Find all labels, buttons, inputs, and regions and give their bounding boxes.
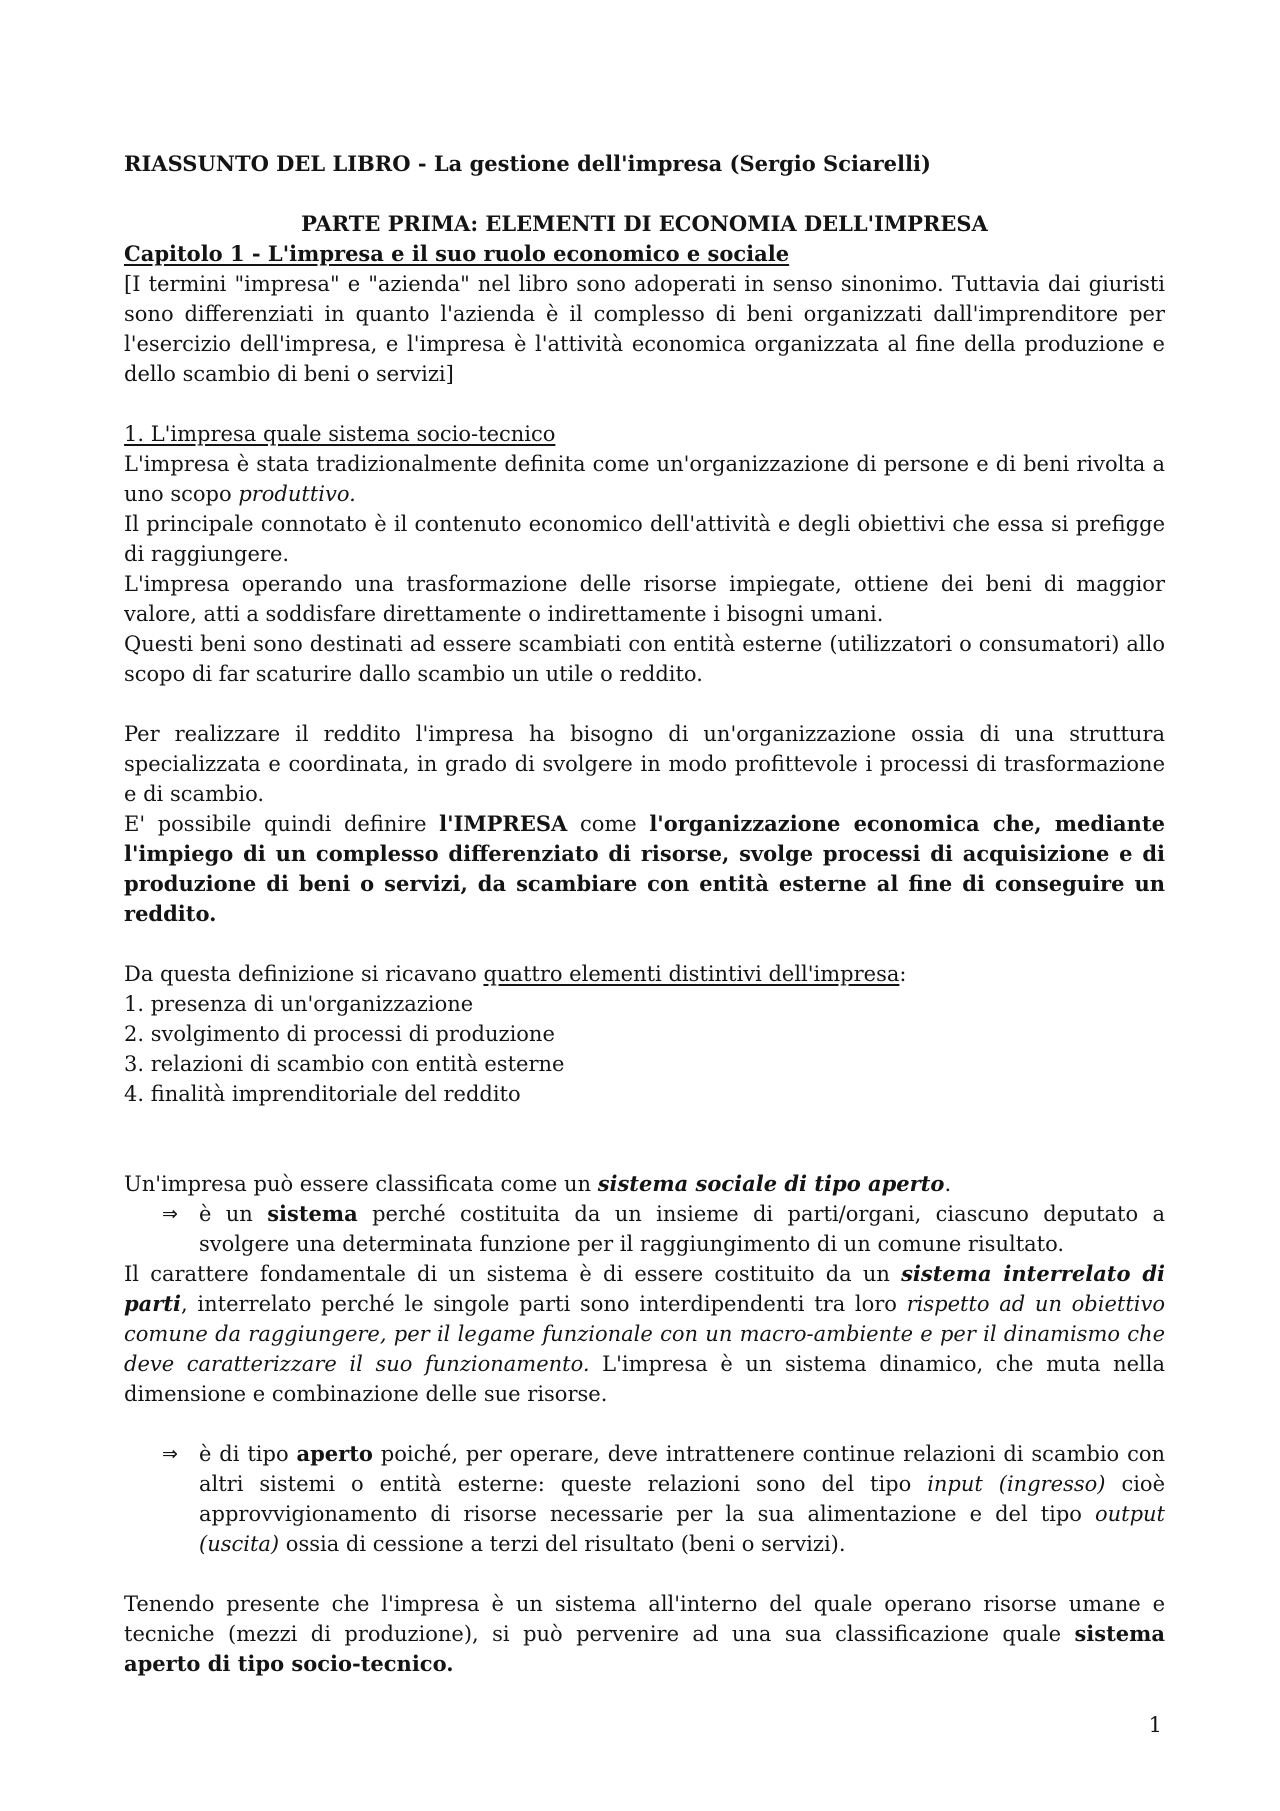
bullet-aperto: ⇒ è di tipo aperto poiché, per operare, deve intrattenere continue relazioni di scambio con altri sistemi o entità esterne: queste relazioni sono del tipo input (ingresso) cioè approvvigionamento di risorse necessarie per la sua alimentazione e del tipo output (uscita) ossia di cessione a terzi del risultato (beni o servizi). xyxy=(124,1439,1165,1559)
list-item: 4. finalità imprenditoriale del reddito xyxy=(124,1082,521,1106)
paragraph-organization: Per realizzare il reddito l'impresa ha bisogno di un'organizzazione ossia di una struttura specializzata e coordinata, in grado di svolgere in modo profittevole i processi di trasformazione e di scambio. xyxy=(124,722,1165,806)
paragraph-connotation: Il principale connotato è il contenuto economico dell'attività e degli obiettivi che essa si prefigge di raggiungere. xyxy=(124,512,1165,566)
list-item: 2. svolgimento di processi di produzione xyxy=(124,1022,555,1046)
page-number: 1 xyxy=(1148,1713,1162,1737)
list-item: 1. presenza di un'organizzazione xyxy=(124,992,474,1016)
document-body xyxy=(124,149,1165,1679)
intro-note: [I termini "impresa" e "azienda" nel libro sono adoperati in senso sinonimo. Tuttavia dai giuristi sono differenziati in quanto l'azienda è il complesso di beni organizzati dall'imprenditore per l'esercizio dell'impresa, e l'impresa è l'attività economica organizzata al fine della produzione e dello scambio di beni o servizi] xyxy=(124,272,1165,386)
paragraph-impresa-definition: E' possibile quindi definire l'IMPRESA come l'organizzazione economica che, mediante l'impiego di un complesso differenziato di risorse, svolge processi di acquisizione e di produzione di beni o servizi, da scambiare con entità esterne al fine di conseguire un reddito. xyxy=(124,811,1165,926)
part-heading: PARTE PRIMA: ELEMENTI DI ECONOMIA DELL'IMPRESA xyxy=(301,211,988,236)
paragraph-transformation: L'impresa operando una trasformazione delle risorse impiegate, ottiene dei beni di maggior valore, atti a soddisfare direttamente o indirettamente i bisogni umani. xyxy=(124,572,1165,626)
document-title: RIASSUNTO DEL LIBRO - La gestione dell'impresa (Sergio Sciarelli) xyxy=(124,151,931,176)
list-item: 3. relazioni di scambio con entità esterne xyxy=(124,1052,565,1076)
bullet-sistema: ⇒ è un sistema perché costituita da un insieme di parti/organi, ciascuno deputato a svolgere una determinata funzione per il raggiungimento di un comune risultato. xyxy=(124,1199,1165,1259)
paragraph-exchange: Questi beni sono destinati ad essere scambiati con entità esterne (utilizzatori o consumatori) allo scopo di far scaturire dallo scambio un utile o reddito. xyxy=(124,632,1165,686)
chapter-heading: Capitolo 1 - L'impresa e il suo ruolo economico e sociale xyxy=(124,241,790,266)
paragraph-socio-technical: Tenendo presente che l'impresa è un sistema all'interno del quale operano risorse umane e tecniche (mezzi di produzione), si può pervenire ad una sua classificazione quale sistema aperto di tipo socio-tecnico. xyxy=(124,1592,1165,1676)
section-heading: 1. L'impresa quale sistema socio-tecnico xyxy=(124,422,556,446)
paragraph-elements-intro: Da questa definizione si ricavano quattro elementi distintivi dell'impresa: xyxy=(124,962,907,986)
paragraph-definition-traditional: L'impresa è stata tradizionalmente definita come un'organizzazione di persone e di beni rivolta a uno scopo produttivo. xyxy=(124,452,1165,506)
paragraph-system-character: Il carattere fondamentale di un sistema è di essere costituito da un sistema interrelato di parti, interrelato perché le singole parti sono interdipendenti tra loro rispetto ad un obiettivo comune da raggiungere, per il legame funzionale con un macro-ambiente e per il dinamismo che deve caratterizzare il suo funzionamento. L'impresa è un sistema dinamico, che muta nella dimensione e combinazione delle sue risorse. xyxy=(124,1261,1165,1406)
paragraph-classification: Un'impresa può essere classificata come un sistema sociale di tipo aperto. xyxy=(124,1171,952,1196)
arrow-icon: ⇒ xyxy=(162,1443,178,1465)
arrow-icon: ⇒ xyxy=(162,1203,178,1225)
